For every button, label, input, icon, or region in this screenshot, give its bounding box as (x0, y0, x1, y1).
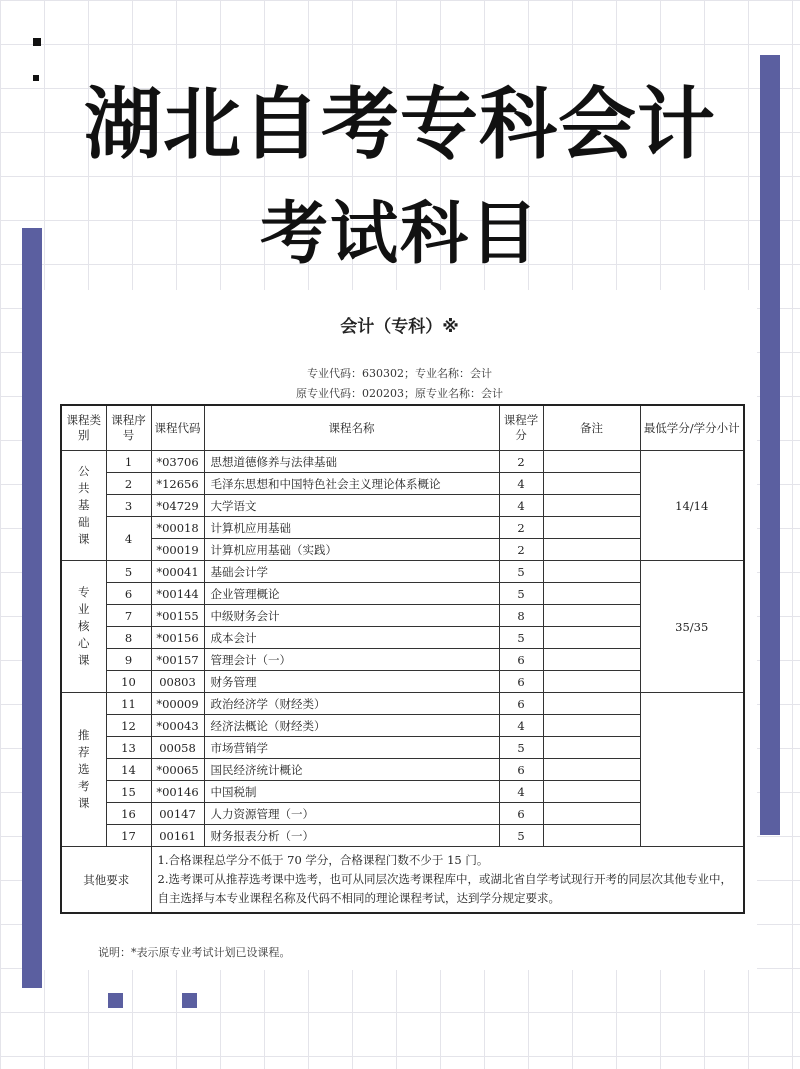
row-seq: 8 (106, 627, 151, 649)
right-square-decoration (182, 993, 197, 1008)
row-remark (543, 737, 640, 759)
exam-plan-document (42, 290, 757, 970)
row-remark (543, 583, 640, 605)
row-name: 计算机应用基础（实践） (204, 539, 499, 561)
row-seq: 5 (106, 561, 151, 583)
category-elective: 推荐选考课 (61, 693, 106, 847)
other-requirements-row (61, 847, 744, 914)
row-code: 00161 (151, 825, 204, 847)
subtotal-core: 35/35 (640, 561, 744, 693)
row-code: *00018 (151, 517, 204, 539)
subtotal-elective (640, 693, 744, 847)
row-credits: 5 (499, 737, 543, 759)
row-seq: 16 (106, 803, 151, 825)
row-code: 00058 (151, 737, 204, 759)
row-remark (543, 561, 640, 583)
headline-subtitle: 考试科目 (259, 195, 540, 274)
row-remark (543, 803, 640, 825)
row-credits: 2 (499, 451, 543, 473)
table-row (61, 693, 744, 715)
row-seq: 15 (106, 781, 151, 803)
headline-title: 湖北自考专科会计 (83, 80, 716, 170)
row-seq: 13 (106, 737, 151, 759)
row-name: 企业管理概论 (204, 583, 499, 605)
row-name: 成本会计 (204, 627, 499, 649)
row-credits: 5 (499, 825, 543, 847)
row-credits: 6 (499, 671, 543, 693)
row-code: *00019 (151, 539, 204, 561)
row-name: 中国税制 (204, 781, 499, 803)
row-code: *00043 (151, 715, 204, 737)
row-seq: 3 (106, 495, 151, 517)
row-seq: 12 (106, 715, 151, 737)
document-title: 会计（专科）※ (340, 317, 459, 337)
table-row (61, 561, 744, 583)
row-code: *03706 (151, 451, 204, 473)
row-credits: 6 (499, 649, 543, 671)
table-header-row (61, 405, 744, 451)
row-seq: 4 (106, 517, 151, 561)
left-square-decoration (108, 993, 123, 1008)
header-min-credits: 最低学分/学分小计 (640, 405, 744, 451)
row-remark (543, 495, 640, 517)
row-seq: 10 (106, 671, 151, 693)
other-requirements-text (151, 847, 744, 914)
category-public: 公共基础课 (61, 451, 106, 561)
row-seq: 2 (106, 473, 151, 495)
requirement-line-2: 2.选考课可从推荐选考课中选考，也可从同层次选考课程库中，或湖北省自学考试现行开考的同层次其他专业中，自主选择与本专业课程名称及代码不相同的理论课程考试，达到学分规定要求。 (157, 872, 732, 905)
row-code: *00041 (151, 561, 204, 583)
row-code: 00803 (151, 671, 204, 693)
row-code: 00147 (151, 803, 204, 825)
row-credits: 2 (499, 517, 543, 539)
header-name: 课程名称 (204, 405, 499, 451)
row-code: *00155 (151, 605, 204, 627)
row-name: 市场营销学 (204, 737, 499, 759)
row-remark (543, 693, 640, 715)
row-remark (543, 605, 640, 627)
major-code-line: 专业代码：630302；专业名称：会计 (307, 367, 492, 380)
row-remark (543, 451, 640, 473)
row-credits: 2 (499, 539, 543, 561)
row-seq: 1 (106, 451, 151, 473)
row-name: 经济法概论（财经类） (204, 715, 499, 737)
header-credits: 课程学分 (499, 405, 543, 451)
header-remark: 备注 (543, 405, 640, 451)
row-remark (543, 781, 640, 803)
row-credits: 8 (499, 605, 543, 627)
row-remark (543, 473, 640, 495)
row-name: 思想道德修养与法律基础 (204, 451, 499, 473)
row-code: *12656 (151, 473, 204, 495)
row-credits: 6 (499, 693, 543, 715)
row-credits: 4 (499, 715, 543, 737)
header-seq: 课程序号 (106, 405, 151, 451)
row-name: 计算机应用基础 (204, 517, 499, 539)
header-category: 课程类别 (61, 405, 106, 451)
category-core: 专业核心课 (61, 561, 106, 693)
row-seq: 7 (106, 605, 151, 627)
footnote: 说明：*表示原专业考试计划已设课程。 (98, 946, 291, 959)
row-remark (543, 825, 640, 847)
row-credits: 4 (499, 781, 543, 803)
row-name: 基础会计学 (204, 561, 499, 583)
row-name: 大学语文 (204, 495, 499, 517)
row-credits: 5 (499, 561, 543, 583)
course-table (60, 404, 745, 914)
row-code: *00157 (151, 649, 204, 671)
row-remark (543, 715, 640, 737)
requirement-line-1: 1.合格课程总学分不低于 70 学分，合格课程门数不少于 15 门。 (157, 853, 489, 867)
table-row (61, 451, 744, 473)
row-code: *04729 (151, 495, 204, 517)
row-name: 毛泽东思想和中国特色社会主义理论体系概论 (204, 473, 499, 495)
row-name: 管理会计（一） (204, 649, 499, 671)
original-major-code-line: 原专业代码：020203；原专业名称：会计 (296, 387, 503, 400)
row-name: 政治经济学（财经类） (204, 693, 499, 715)
row-seq: 6 (106, 583, 151, 605)
row-seq: 17 (106, 825, 151, 847)
row-name: 财务管理 (204, 671, 499, 693)
row-code: *00065 (151, 759, 204, 781)
left-accent-bar (22, 228, 42, 988)
row-name: 中级财务会计 (204, 605, 499, 627)
row-name: 财务报表分析（一） (204, 825, 499, 847)
top-dot-decoration (33, 38, 41, 46)
row-credits: 4 (499, 473, 543, 495)
row-credits: 5 (499, 627, 543, 649)
row-code: *00146 (151, 781, 204, 803)
row-name: 人力资源管理（一） (204, 803, 499, 825)
row-remark (543, 627, 640, 649)
row-seq: 9 (106, 649, 151, 671)
row-name: 国民经济统计概论 (204, 759, 499, 781)
row-remark (543, 759, 640, 781)
row-code: *00009 (151, 693, 204, 715)
row-credits: 6 (499, 759, 543, 781)
other-requirements-label: 其他要求 (61, 847, 151, 914)
row-credits: 4 (499, 495, 543, 517)
row-remark (543, 539, 640, 561)
row-credits: 6 (499, 803, 543, 825)
row-remark (543, 517, 640, 539)
row-code: *00156 (151, 627, 204, 649)
row-credits: 5 (499, 583, 543, 605)
row-code: *00144 (151, 583, 204, 605)
row-seq: 11 (106, 693, 151, 715)
row-remark (543, 649, 640, 671)
row-remark (543, 671, 640, 693)
subtotal-public: 14/14 (640, 451, 744, 561)
row-seq: 14 (106, 759, 151, 781)
header-code: 课程代码 (151, 405, 204, 451)
